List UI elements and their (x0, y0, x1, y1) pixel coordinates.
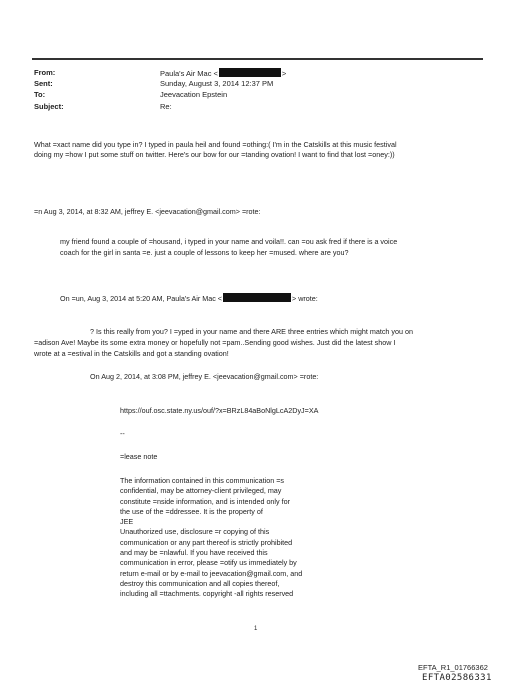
notice-line: communication or any part thereof is strictly prohibited (120, 537, 293, 547)
url-text: https://ouf.osc.state.ny.us/ouf/?x=BRzL84aBoNlgLcA2DyJ=XA (120, 406, 319, 415)
header-divider (32, 58, 483, 60)
notice-line: return e-mail or by e-mail to jeevacation@gmail.com, and (120, 568, 303, 578)
sent-label: Sent: (34, 79, 53, 88)
to-label: To: (34, 90, 46, 99)
notice-line: Unauthorized use, disclosure =r copying of this (120, 527, 270, 537)
quote-line: =adison Ave! Maybe its some extra money or hopefully not =pam..Sending good wishes. Just did the latest show I (34, 338, 396, 347)
quote-line: my friend found a couple of =housand, i typed in your name and voila!!. can =ou ask fred if there is a voice (60, 237, 398, 246)
body-line: What =xact name did you type in? I typed in paula heil and found =othing:( I'm in the Catskills at this music festival (34, 140, 397, 149)
bates-number-secondary: EFTA02586331 (422, 673, 492, 683)
quote-line: ? Is this really from you? I =yped in your name and there ARE three entries which might match you on (90, 327, 414, 336)
notice-line: communication in error, please =otify us immediately by (120, 558, 297, 568)
redaction-block (219, 68, 281, 77)
sent-value: Sunday, August 3, 2014 12:37 PM (160, 79, 274, 88)
notice-line: The information contained in this communication =s (120, 476, 284, 485)
from-label: From: (34, 68, 56, 77)
subject-label: Subject: (34, 102, 64, 111)
from-value: Paula's Air Mac < > (160, 69, 287, 78)
notice-line: the use of the =ddressee. It is the property of (120, 506, 263, 516)
bates-number-primary: EFTA_R1_01766362 (418, 663, 488, 672)
quote-header: =n Aug 3, 2014, at 8:32 AM, jeffrey E. <jeevacation@gmail.com> =rote: (34, 207, 261, 216)
subject-value: Re: (160, 102, 172, 111)
please-note: =lease note (120, 452, 158, 461)
body-line: doing my =how I put some stuff on twitter. Here's our bow for our =tanding ovation! I want to find that lost =oney:)) (34, 150, 395, 159)
notice-line: constitute =nside information, and is intended only for (120, 496, 291, 506)
quote-header: On Aug 2, 2014, at 3:08 PM, jeffrey E. <jeevacation@gmail.com> =rote: (90, 372, 319, 381)
notice-line: JEE (120, 517, 134, 527)
notice-line: confidential, may be attorney-client privileged, may (120, 486, 282, 496)
to-value: Jeevacation Epstein (160, 90, 228, 99)
page-number: 1 (254, 626, 258, 632)
redaction-block (223, 293, 291, 302)
notice-line: including all =ttachments. copyright -all rights reserved (120, 589, 294, 599)
notice-line: and may be =nlawful. If you have received this (120, 548, 268, 558)
notice-line: destroy this communication and all copies thereof, (120, 578, 280, 588)
quote-header: On =un, Aug 3, 2014 at 5:20 AM, Paula's Air Mac < > wrote: (60, 294, 318, 303)
dashes: -- (120, 429, 125, 438)
quote-line: wrote at a =estival in the Catskills and got a standing ovation! (34, 349, 229, 358)
quote-line: coach for the girl in santa =e. just a couple of lessons to keep her =mused. where are you? (60, 248, 349, 257)
confidentiality-notice (120, 476, 360, 600)
